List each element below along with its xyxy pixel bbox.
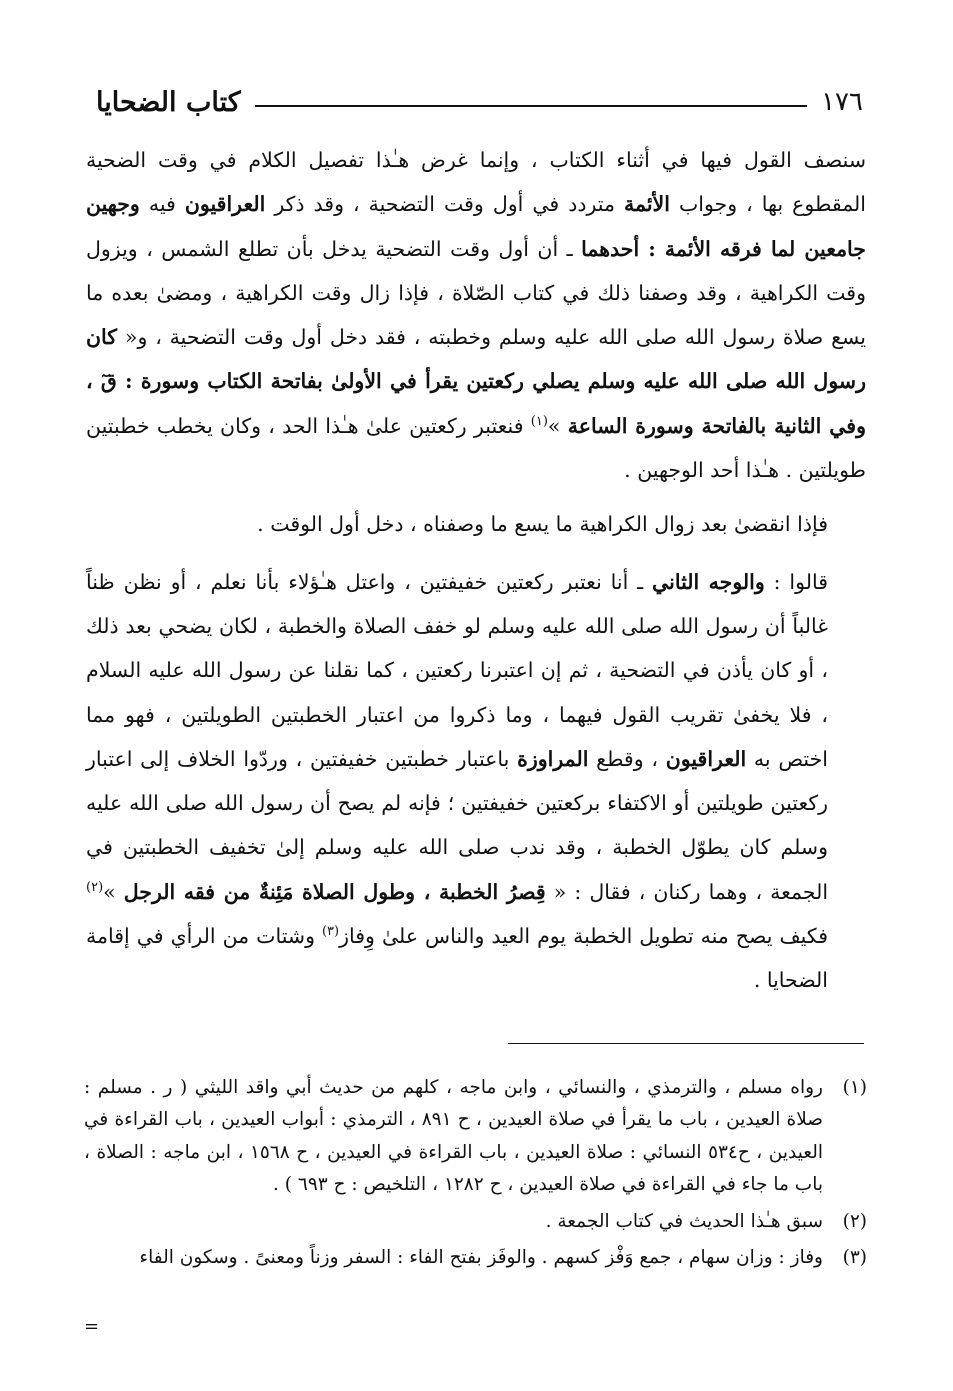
hadith-quote: كان رسول الله صلى الله عليه وسلم يصلي ركعتين يقرأ في الأولىٰ بفاتحة الكتاب وسورة : قٓ ، وفي الثانية بالفاتحة وسورة الساعة [86, 325, 866, 438]
text-run: فكيف يصح منه تطويل الخطبة يوم العيد والناس علىٰ وِفاز [339, 924, 828, 949]
footnotes [84, 1072, 867, 1274]
text-run: وشتات من الرأي في إقامة الضحايا . [86, 924, 828, 993]
bold-term: وجهين جامعين لما فرقه الأئمة : أحدهما [86, 192, 866, 261]
book-title: كتاب الضحايا [96, 86, 241, 118]
text-run: متردد في أول وقت التضحية ، وقد ذكر [265, 192, 624, 217]
footnote-ref-1[interactable]: (١) [530, 413, 548, 429]
hadith-quote: قِصرُ الخطبة ، وطول الصلاة مَئِنةٌ من فقه الرجل [123, 879, 546, 904]
footnote-item [84, 1242, 867, 1274]
paragraph-2: فإذا انقضىٰ بعد زوال الكراهية ما يسع ما وصفناه ، دخل أول الوقت . [257, 512, 828, 537]
page-number: ١٧٦ [821, 87, 863, 117]
footnote-ref-2[interactable]: (٢) [86, 879, 104, 895]
main-text [86, 138, 866, 1003]
continuation-mark: = [84, 1316, 100, 1337]
footnote-item [84, 1072, 867, 1202]
text-run: ـ أن أول وقت التضحية يدخل بأن تطلع الشمس ، ويزول وقت الكراهية ، وقد وصفنا ذلك في كتاب الصّلاة ، فإذا زال وقت الكراهية ، ومضىٰ بعده ما يسع صلاة رسول الله صلى الله عليه وسلم وخطبته ، فقد دخل أول وقت التضحية ، و« [86, 236, 866, 350]
footnote-number: (١) [842, 1077, 867, 1098]
bold-term: العراقيون [665, 746, 747, 771]
footnote-number: (٣) [842, 1247, 867, 1269]
text-run: فيه [139, 192, 185, 217]
footnote-text: وفاز : وزان سهام ، جمع وَفْز كسهم . والوفَز بفتح الفاء : السفر وزناً ومعنىً . وسكون الفاء [139, 1247, 823, 1269]
text-run: ، وقطع [588, 746, 666, 771]
footnote-item [84, 1206, 867, 1238]
paragraph-3 [86, 560, 866, 1003]
text-run: فنعتبر ركعتين علىٰ هـٰذا الحد ، وكان يخطب خطبتين طويلتين . هـٰذا أحد الوجهين . [86, 413, 866, 483]
paragraph-1 [86, 138, 866, 492]
running-header [96, 82, 863, 122]
footnote-number: (٢) [842, 1210, 867, 1232]
text-run: » [103, 879, 124, 904]
bold-term: المراوزة [517, 746, 589, 771]
bold-term: الأئمة [624, 192, 670, 217]
text-run: قالوا : [764, 569, 828, 594]
footnote-ref-3[interactable]: (٣) [321, 924, 340, 940]
footnote-text: سبق هـٰذا الحديث في كتاب الجمعة . [545, 1210, 823, 1232]
text-run: سنصف القول فيها في أثناء الكتاب ، وإنما غرض هـٰذا تفصيل الكلام في وقت الضحية المقطوع بها ، وجواب [86, 148, 866, 217]
text-run: ـ أنا نعتبر ركعتين خفيفتين ، واعتل هـٰؤلاء بأنا نعلم ، أو نظن ظناً غالباً أن رسول الله صلى الله عليه وسلم لو خفف الصلاة والخطبة ، لكان يضحي بعد ذلك ، أو كان يأذن في التضحية ، ثم إن اعتبرنا ركعتين ، كما نقلنا عن رسول الله عليه السلام ، فلا يخفىٰ تقريب القول فيهما ، وما ذكروا من اعتبار الخطبتين الطويلتين ، فهو مما اختص به [86, 569, 828, 771]
text-run: » [547, 413, 568, 438]
text-run: باعتبار خطبتين خفيفتين ، وردّوا الخلاف إلى اعتبار ركعتين طويلتين أو الاكتفاء بركعتين خفيفتين ؛ فإنه لم يصح أن رسول الله صلى الله عليه وسلم كان يطوّل الخطبة ، وقد ندب صلى الله عليه وسلم إلىٰ تخفيف الخطبتين في الجمعة ، وهما ركنان ، فقال : « [86, 746, 829, 904]
footnote-separator [508, 1043, 864, 1044]
footnote-text: رواه مسلم ، والترمذي ، والنسائي ، وابن ماجه ، كلهم من حديث أبي واقد الليثي ( ر . مسلم : صلاة العيدين ، باب ما يقرأ في صلاة العيدين ، ح ٨٩١ ، الترمذي : أبواب العيدين ، باب القراءة في العيدين ، ح٥٣٤ النسائي : صلاة العيدين ، باب القراءة في العيدين ، ح ١٥٦٨ ، ابن ماجه : الصلاة ، باب ما جاء في القراءة في صلاة العيدين ، ح ١٢٨٢ ، التلخيص : ح ٦٩٣ ) . [84, 1077, 824, 1196]
bold-term: العراقيون [184, 192, 266, 217]
bold-term: والوجه الثاني [652, 569, 765, 594]
header-rule [255, 105, 808, 107]
